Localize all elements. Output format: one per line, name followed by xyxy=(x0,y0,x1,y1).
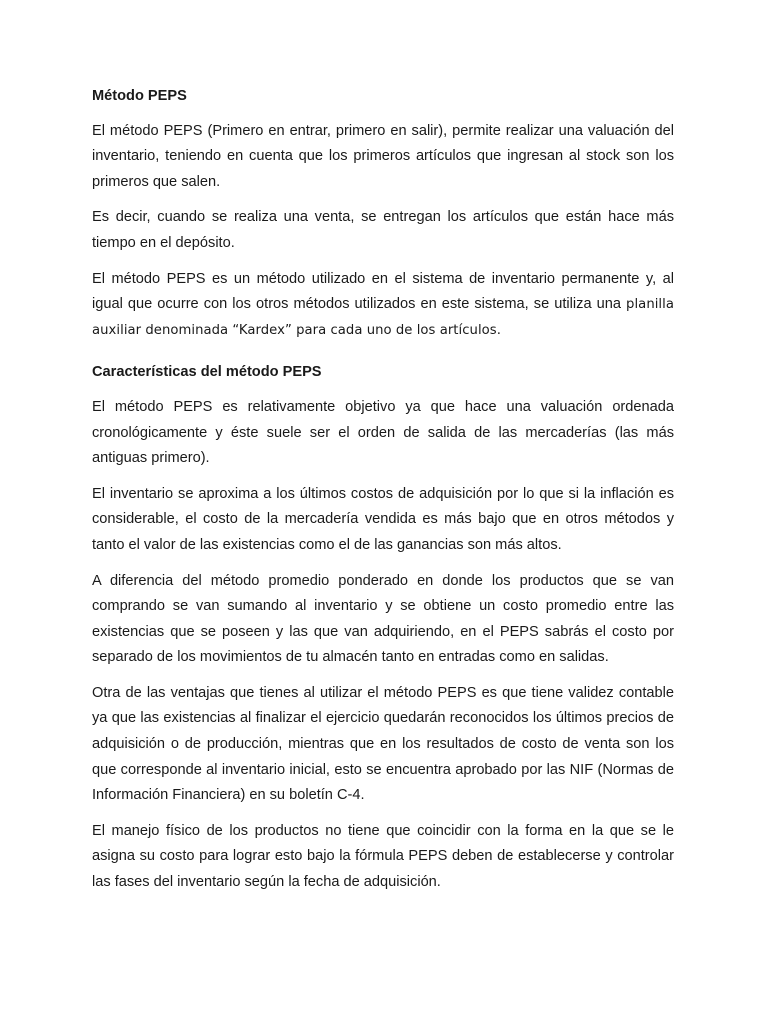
paragraph-intro-1: El método PEPS (Primero en entrar, primero en salir), permite realizar una valuación del inventario, teniendo en cuenta que los primeros artículos que ingresan al stock son los primeros que salen. xyxy=(92,122,674,190)
paragraph-intro-2: Es decir, cuando se realiza una venta, se entregan los artículos que están hace más tiempo en el depósito. xyxy=(92,209,674,251)
paragraph-section-1: El método PEPS es relativamente objetivo ya que hace una valuación ordenada cronológicamente y éste suele ser el orden de salida de las mercaderías (las más antiguas primero). xyxy=(92,398,674,467)
paragraph-section-4: Otra de las ventajas que tienes al utilizar el método PEPS es que tiene validez contable ya que las existencias al finalizar el ejercicio quedarán reconocidos los últimos precios de adquisición o de producción, mientras que en los resultados de costo de venta son los que corresponde al inventario inicial, esto se encuentra aprobado por las NIF (Normas de Información Financiera) en su boletín C-4. xyxy=(92,684,674,804)
section-title: Características del método PEPS xyxy=(92,364,322,381)
document-title: Método PEPS xyxy=(92,88,187,104)
paragraph-section-2: El inventario se aproxima a los últimos costos de adquisición por lo que si la inflación es considerable, el costo de la mercadería vendida es más bajo que en otros métodos y tanto el valor de las existencias como el de las ganancias son más altos. xyxy=(92,485,674,553)
paragraph-kardex-tail: planilla auxiliar denominada “Kardex” para cada uno de los artículos. xyxy=(92,297,674,338)
paragraph-kardex xyxy=(92,267,674,344)
paragraph-section-5: El manejo físico de los productos no tiene que coincidir con la forma en la que se le asigna su costo para lograr esto bajo la fórmula PEPS deben de establecerse y controlar las fases del inventario según la fecha de adquisición. xyxy=(92,822,674,891)
paragraph-section-3: A diferencia del método promedio ponderado en donde los productos que se van comprando se van sumando al inventario y se obtiene un costo promedio entre las existencias que se poseen y las que van adquiriendo, en el PEPS sabrás el costo por separado de los movimientos de tu almacén tanto en entradas como en salidas. xyxy=(92,572,674,666)
document-body xyxy=(92,84,674,906)
paragraph-kardex-main: El método PEPS es un método utilizado en el sistema de inventario permanente y, al igual que ocurre con los otros métodos utilizados en este sistema, se utiliza una xyxy=(92,270,674,313)
